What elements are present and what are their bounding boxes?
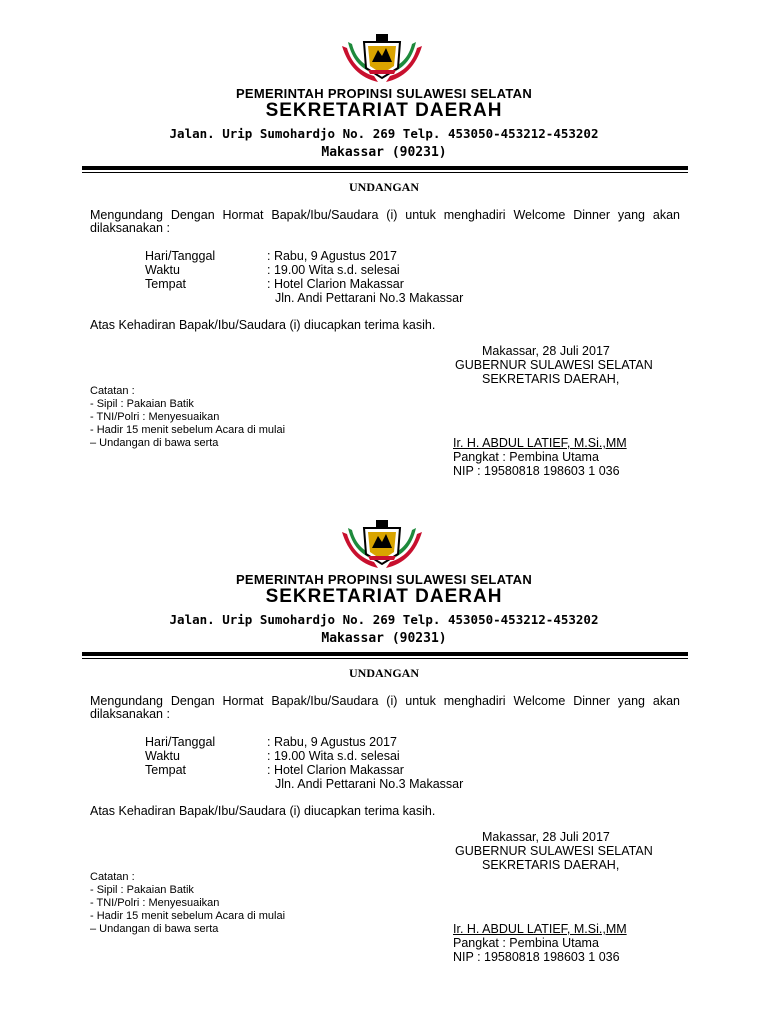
date-place: Makassar, 28 Juli 2017 <box>482 830 610 844</box>
notes-title: Catatan : <box>90 871 135 883</box>
signatory-nip: NIP : 19580818 198603 1 036 <box>453 950 620 964</box>
time-value: : 19.00 Wita s.d. selesai <box>267 749 400 763</box>
day-label: Hari/Tanggal <box>145 249 216 263</box>
office-name: SEKRETARIAT DAERAH <box>265 100 503 121</box>
signatory-name: Ir. H. ABDUL LATIEF, M.Si.,MM <box>453 436 627 450</box>
date-place: Makassar, 28 Juli 2017 <box>482 344 610 358</box>
governor-title: GUBERNUR SULAWESI SELATAN <box>455 844 653 858</box>
signatory-name: Ir. H. ABDUL LATIEF, M.Si.,MM <box>453 922 627 936</box>
opening-paragraph: Mengundang Dengan Hormat Bapak/Ibu/Saudara (i) untuk menghadiri Welcome Dinner yang akan dilaksanakan : <box>90 208 680 235</box>
time-label: Waktu <box>145 749 180 763</box>
place-address: Jln. Andi Pettarani No.3 Makassar <box>275 777 464 791</box>
opening-paragraph: Mengundang Dengan Hormat Bapak/Ibu/Saudara (i) untuk menghadiri Welcome Dinner yang akan dilaksanakan : <box>90 694 680 721</box>
note-item: - Hadir 15 menit sebelum Acara di mulai <box>90 910 286 922</box>
secretary-title: SEKRETARIS DAERAH, <box>482 372 620 386</box>
note-item: - TNI/Polri : Menyesuaikan <box>90 897 220 909</box>
notes-title: Catatan : <box>90 385 135 397</box>
closing-sentence: Atas Kehadiran Bapak/Ibu/Saudara (i) diucapkan terima kasih. <box>90 318 436 332</box>
office-name: SEKRETARIAT DAERAH <box>265 586 503 607</box>
note-item: - TNI/Polri : Menyesuaikan <box>90 411 220 423</box>
header-rule-thick <box>82 166 688 170</box>
note-item: - Sipil : Pakaian Batik <box>90 884 194 896</box>
time-label: Waktu <box>145 263 180 277</box>
place-label: Tempat <box>145 763 186 777</box>
header-rule-thin <box>82 658 688 659</box>
place-address: Jln. Andi Pettarani No.3 Makassar <box>275 291 464 305</box>
office-address: Jalan. Urip Sumohardjo No. 269 Telp. 453050-453212-453202 <box>169 612 599 627</box>
place-value: : Hotel Clarion Makassar <box>267 763 404 777</box>
government-name: PEMERINTAH PROPINSI SULAWESI SELATAN <box>235 86 533 101</box>
header-rule-thin <box>82 172 688 173</box>
letter-title: UNDANGAN <box>349 180 419 194</box>
signatory-rank: Pangkat : Pembina Utama <box>453 450 599 464</box>
note-item: - Sipil : Pakaian Batik <box>90 398 194 410</box>
signatory-rank: Pangkat : Pembina Utama <box>453 936 599 950</box>
office-city: Makassar (90231) <box>321 145 447 160</box>
secretary-title: SEKRETARIS DAERAH, <box>482 858 620 872</box>
note-item: – Undangan di bawa serta <box>90 437 219 449</box>
letter-title: UNDANGAN <box>349 666 419 680</box>
office-address: Jalan. Urip Sumohardjo No. 269 Telp. 453050-453212-453202 <box>169 126 599 141</box>
governor-title: GUBERNUR SULAWESI SELATAN <box>455 358 653 372</box>
day-value: : Rabu, 9 Agustus 2017 <box>267 735 397 749</box>
invitation-copy-1 <box>0 0 768 486</box>
emblem-icon <box>338 32 426 84</box>
day-label: Hari/Tanggal <box>145 735 216 749</box>
office-city: Makassar (90231) <box>321 631 447 646</box>
place-value: : Hotel Clarion Makassar <box>267 277 404 291</box>
invitation-copy-2 <box>0 486 768 972</box>
header-rule-thick <box>82 652 688 656</box>
day-value: : Rabu, 9 Agustus 2017 <box>267 249 397 263</box>
time-value: : 19.00 Wita s.d. selesai <box>267 263 400 277</box>
place-label: Tempat <box>145 277 186 291</box>
note-item: - Hadir 15 menit sebelum Acara di mulai <box>90 424 286 436</box>
note-item: – Undangan di bawa serta <box>90 923 219 935</box>
signatory-nip: NIP : 19580818 198603 1 036 <box>453 464 620 478</box>
government-name: PEMERINTAH PROPINSI SULAWESI SELATAN <box>235 572 533 587</box>
emblem-icon <box>338 518 426 570</box>
closing-sentence: Atas Kehadiran Bapak/Ibu/Saudara (i) diucapkan terima kasih. <box>90 804 436 818</box>
